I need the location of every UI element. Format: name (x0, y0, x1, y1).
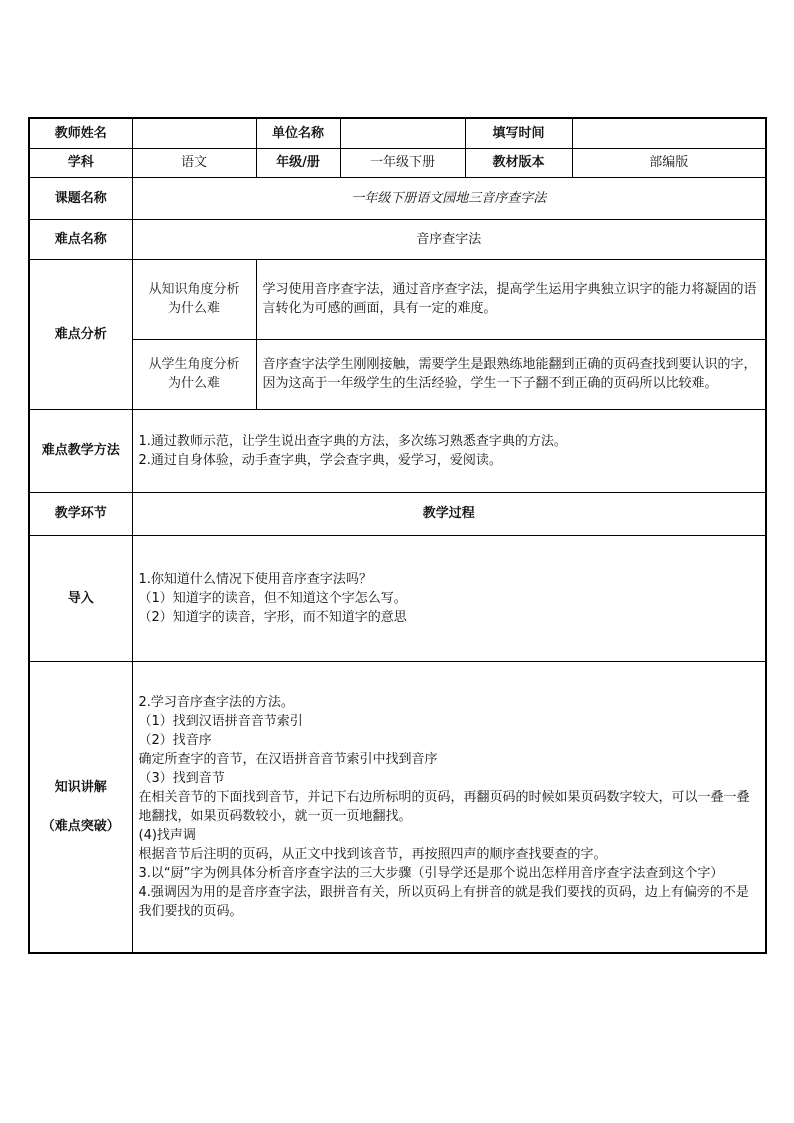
topic-value: 一年级下册语文园地三音序查字法 (132, 177, 766, 219)
lesson-plan-table (28, 117, 767, 954)
edition-value: 部编版 (572, 148, 766, 177)
knowledge-line: （2）找音序 (138, 732, 212, 748)
topic-label: 课题名称 (29, 177, 132, 219)
intro-line: （2）知道字的读音，字形，而不知道字的意思 (138, 609, 407, 625)
subject-value: 语文 (132, 148, 256, 177)
process-header-label: 教学过程 (132, 492, 766, 535)
knowledge-line: （3）找到音节 (138, 770, 225, 786)
knowledge-angle-line-1: 从知识角度分析 (148, 282, 240, 297)
analysis-label: 难点分析 (29, 259, 132, 409)
knowledge-line: 根据音节后注明的页码，从正文中找到该音节，再按照四声的顺序查找要查的字。 (138, 846, 607, 862)
method-text (132, 409, 766, 492)
difficulty-row (29, 219, 766, 259)
knowledge-line: (4)找声调 (138, 827, 196, 843)
subject-label: 学科 (29, 148, 132, 177)
fill-date-label: 填写时间 (465, 118, 572, 148)
method-row (29, 409, 766, 492)
edition-label: 教材版本 (465, 148, 572, 177)
method-line: 2.通过自身体验，动手查字典，学会查字典，爱学习，爱阅读。 (138, 452, 502, 468)
grade-value: 一年级下册 (340, 148, 465, 177)
intro-label: 导入 (29, 535, 132, 661)
knowledge-angle-text: 学习使用音序查字法，通过音序查字法，提高学生运用字典独立识字的能力将凝固的语言转化为可感的画面，具有一定的难度。 (256, 259, 766, 339)
knowledge-label (29, 661, 132, 953)
unit-name-label: 单位名称 (256, 118, 340, 148)
knowledge-angle-line-2: 为什么难 (167, 301, 220, 316)
difficulty-value: 音序查字法 (132, 219, 766, 259)
topic-row (29, 177, 766, 219)
knowledge-label-line-1: 知识讲解 (54, 779, 107, 795)
knowledge-line: 3.以“厨”字为例具体分析音序查字法的三大步骤（引导学还是那个说出怎样用音序查字法查到这个字） (138, 865, 724, 881)
header-row-1 (29, 118, 766, 148)
stage-header-label: 教学环节 (29, 492, 132, 535)
process-header-row (29, 492, 766, 535)
student-angle-text: 音序查字法学生刚刚接触，需要学生是跟熟练地能翻到正确的页码查找到要认识的字，因为这高于一年级学生的生活经验，学生一下子翻不到正确的页码所以比较难。 (256, 339, 766, 409)
teacher-name-value[interactable] (132, 118, 256, 148)
intro-line: 1.你知道什么情况下使用音序查字法吗？ (138, 571, 372, 587)
student-angle-line-2: 为什么难 (167, 376, 220, 391)
intro-line: （1）知道字的读音，但不知道这个字怎么写。 (138, 590, 407, 606)
knowledge-row (29, 661, 766, 953)
difficulty-label: 难点名称 (29, 219, 132, 259)
knowledge-line: 在相关音节的下面找到音节，并记下右边所标明的页码，再翻页码的时候如果页码数字较大，可以一叠一叠地翻找，如果页码数较小，就一页一页地翻找。 (138, 789, 750, 824)
intro-text (132, 535, 766, 661)
header-row-2 (29, 148, 766, 177)
intro-row (29, 535, 766, 661)
knowledge-angle-label (132, 259, 256, 339)
unit-name-value[interactable] (340, 118, 465, 148)
grade-label: 年级/册 (256, 148, 340, 177)
teacher-name-label: 教师姓名 (29, 118, 132, 148)
knowledge-text (132, 661, 766, 953)
knowledge-line: 4.强调因为用的是音序查字法，跟拼音有关，所以页码上有拼音的就是我们要找的页码，边上有偏旁的不是我们要找的页码。 (138, 884, 749, 919)
knowledge-line: 确定所查字的音节，在汉语拼音音节索引中找到音序 (138, 751, 438, 767)
knowledge-label-line-2: （难点突破） (41, 818, 120, 834)
knowledge-line: （1）找到汉语拼音音节索引 (138, 713, 303, 729)
knowledge-line: 2.学习音序查字法的方法。 (138, 694, 294, 710)
student-angle-line-1: 从学生角度分析 (148, 357, 240, 372)
fill-date-value[interactable] (572, 118, 766, 148)
method-line: 1.通过教师示范，让学生说出查字典的方法，多次练习熟悉查字典的方法。 (138, 433, 567, 449)
analysis-student-row (29, 339, 766, 409)
student-angle-label (132, 339, 256, 409)
analysis-knowledge-row (29, 259, 766, 339)
method-label: 难点教学方法 (29, 409, 132, 492)
